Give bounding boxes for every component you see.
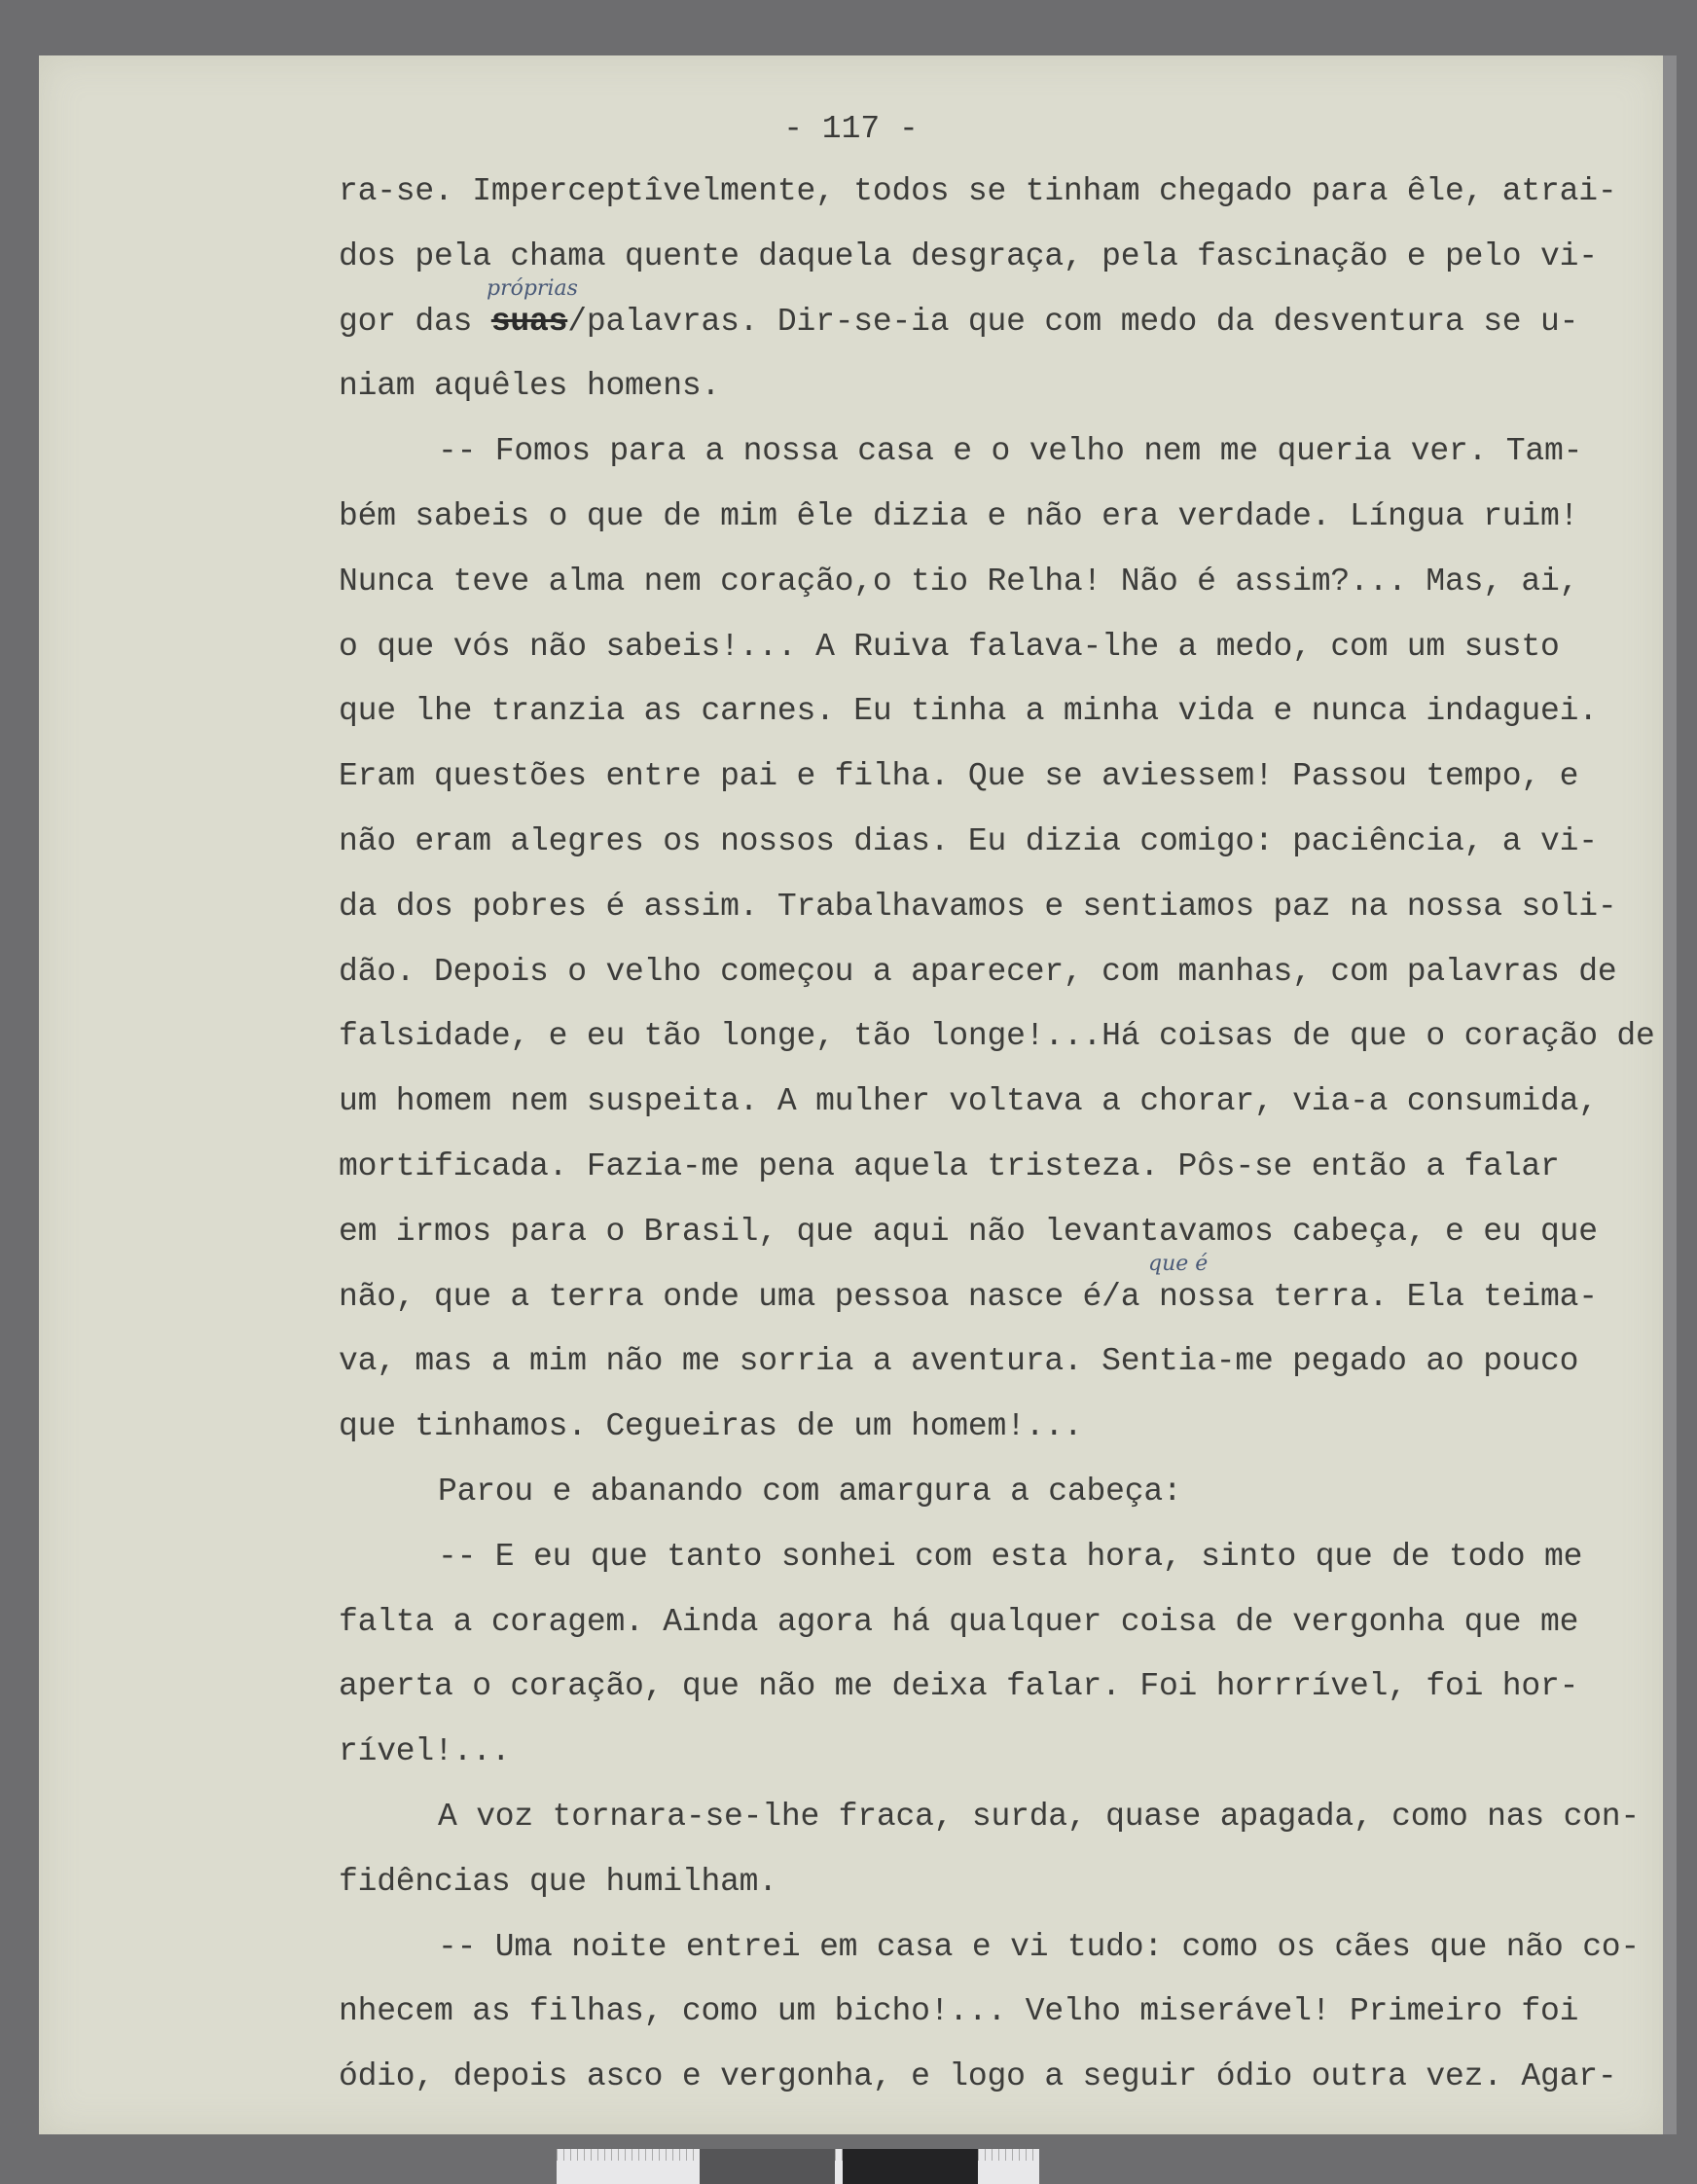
text-line <box>339 629 1655 666</box>
text-line <box>339 1083 1655 1120</box>
line-text: em irmos para o Brasil, que aqui não levantavamos cabeça, e eu que <box>339 1213 1598 1250</box>
line-text: fidências que humilham. <box>339 1863 777 1900</box>
line-text: dos pela chama quente daquela desgraça, pela fascinação e pelo vi- <box>339 237 1598 274</box>
line-text: Eram questões entre pai e filha. Que se aviessem! Passou tempo, e <box>339 758 1579 795</box>
line-text: mortificada. Fazia-me pena aquela tristeza. Pôs-se então a falar <box>339 1147 1560 1184</box>
handwritten-correction-proprias: próprias <box>487 276 578 301</box>
line-text: Nunca teve alma nem coração,o tio Relha! Não é assim?... Mas, ai, <box>339 563 1579 600</box>
line-text: aperta o coração, que não me deixa falar. Foi horrrível, foi hor- <box>339 1668 1579 1705</box>
line-text: -- E eu que tanto sonhei com esta hora, sinto que de todo me <box>438 1538 1583 1575</box>
text-line <box>339 1668 1655 1705</box>
text-line <box>339 238 1655 275</box>
text-line <box>339 433 1655 470</box>
line-text: Parou e abanando com amargura a cabeça: <box>438 1473 1182 1510</box>
scale-ruler-right <box>978 2149 1039 2184</box>
page-number: - 117 - <box>783 111 919 147</box>
text-line <box>339 1539 1655 1576</box>
text-line <box>339 1799 1655 1836</box>
text-line <box>339 954 1655 991</box>
handwritten-insertion-que-e: que é <box>1148 1252 1209 1276</box>
scale-ruler-gap <box>835 2149 843 2184</box>
text-line <box>339 1929 1655 1966</box>
black-calibration-patch <box>843 2149 978 2184</box>
struck-word: suas <box>490 303 568 340</box>
line-text: bém sabeis o que de mim êle dizia e não era verdade. Língua ruim! <box>339 497 1579 534</box>
line-text: gor das <box>339 303 491 340</box>
text-line <box>339 1733 1655 1770</box>
text-line <box>339 564 1655 601</box>
text-line <box>339 758 1655 795</box>
line-text: não eram alegres os nossos dias. Eu dizia comigo: paciência, a vi- <box>339 822 1598 859</box>
line-text: da dos pobres é assim. Trabalhavamos e sentiamos paz na nossa soli- <box>339 888 1617 925</box>
text-line <box>339 1604 1655 1641</box>
text-line <box>339 1474 1655 1511</box>
text-line <box>339 1343 1655 1380</box>
text-line <box>339 1214 1655 1251</box>
page-body-text <box>339 173 1655 2124</box>
text-line <box>339 1148 1655 1185</box>
line-text: nhecem as filhas, como um bicho!... Velho miserável! Primeiro foi <box>339 1993 1579 2030</box>
page-edge-shadow <box>1663 55 1677 2134</box>
typed-page <box>39 55 1663 2134</box>
line-text: A voz tornara-se-lhe fraca, surda, quase apagada, como nas con- <box>438 1798 1641 1835</box>
scale-ruler-left <box>557 2149 700 2184</box>
text-line <box>339 1993 1655 2030</box>
line-text: um homem nem suspeita. A mulher voltava a chorar, via-a consumida, <box>339 1083 1598 1120</box>
text-line <box>339 1864 1655 1901</box>
text-line <box>339 693 1655 730</box>
text-line <box>339 1279 1655 1316</box>
text-line <box>339 1408 1655 1445</box>
line-text: -- Uma noite entrei em casa e vi tudo: como os cães que não co- <box>438 1928 1641 1965</box>
line-text-continued: /palavras. Dir-se-ia que com medo da desventura se u- <box>567 303 1579 340</box>
text-line <box>339 304 1655 341</box>
line-text: va, mas a mim não me sorria a aventura. Sentia-me pegado ao pouco <box>339 1343 1579 1380</box>
text-line <box>339 173 1655 210</box>
line-text: dão. Depois o velho começou a aparecer, com manhas, com palavras de <box>339 953 1617 990</box>
text-line <box>339 823 1655 860</box>
gray-calibration-patch <box>700 2149 835 2184</box>
text-line <box>339 498 1655 535</box>
line-text: ódio, depois asco e vergonha, e logo a seguir ódio outra vez. Agar- <box>339 2058 1617 2095</box>
line-text: ra-se. Imperceptîvelmente, todos se tinham chegado para êle, atrai- <box>339 173 1617 209</box>
text-line <box>339 368 1655 405</box>
line-text: não, que a terra onde uma pessoa nasce é/a nossa terra. Ela teima- <box>339 1278 1598 1315</box>
line-text: que tinhamos. Cegueiras de um homem!... <box>339 1408 1083 1445</box>
text-line <box>339 2058 1655 2095</box>
line-text: falsidade, e eu tão longe, tão longe!...Há coisas de que o coração de <box>339 1018 1655 1055</box>
line-text: -- Fomos para a nossa casa e o velho nem me queria ver. Tam- <box>438 433 1583 470</box>
text-line <box>339 889 1655 926</box>
line-text: niam aquêles homens. <box>339 368 721 405</box>
line-text: que lhe tranzia as carnes. Eu tinha a minha vida e nunca indaguei. <box>339 693 1598 730</box>
line-text: o que vós não sabeis!... A Ruiva falava-lhe a medo, com um susto <box>339 628 1560 665</box>
text-line <box>339 1018 1655 1055</box>
line-text: rível!... <box>339 1733 511 1770</box>
line-text: falta a coragem. Ainda agora há qualquer coisa de vergonha que me <box>339 1603 1579 1640</box>
